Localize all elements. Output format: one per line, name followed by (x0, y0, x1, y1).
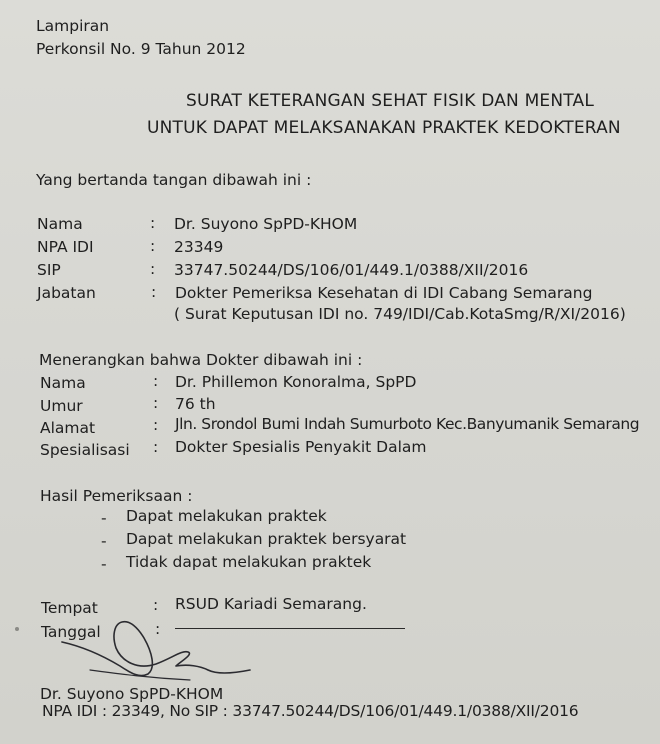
signer-npa-colon: : (150, 237, 156, 255)
hasil-bullet-2: - (101, 532, 107, 550)
doctor-umur-value: 76 th (175, 395, 216, 413)
tempat-label: Tempat (41, 599, 98, 617)
title-line-1: SURAT KETERANGAN SEHAT FISIK DAN MENTAL (186, 91, 595, 111)
lampiran-text: Lampiran (36, 17, 110, 35)
tempat-value: RSUD Kariadi Semarang. (175, 595, 367, 613)
paper-mark (15, 627, 19, 631)
tempat-colon: : (153, 596, 159, 614)
doctor-spesialisasi-colon: : (153, 438, 159, 456)
signature-name: Dr. Suyono SpPD-KHOM (40, 685, 224, 703)
doctor-alamat-label: Alamat (40, 419, 96, 437)
hasil-option-3: Tidak dapat melakukan praktek (126, 553, 372, 571)
hasil-option-2: Dapat melakukan praktek bersyarat (126, 530, 407, 548)
tanggal-label: Tanggal (41, 623, 101, 641)
doctor-nama-value: Dr. Phillemon Konoralma, SpPD (175, 373, 417, 391)
signature-ids: NPA IDI : 23349, No SIP : 33747.50244/DS/106/01/449.1/0388/XII/2016 (42, 702, 579, 720)
perkonsil-text: Perkonsil No. 9 Tahun 2012 (36, 40, 246, 58)
handwritten-signature (60, 612, 260, 692)
doctor-umur-colon: : (153, 394, 159, 412)
signer-sip-colon: : (150, 260, 156, 278)
hasil-option-1: Dapat melakukan praktek (126, 507, 327, 525)
signer-nama-colon: : (150, 214, 156, 232)
doctor-spesialisasi-value: Dokter Spesialis Penyakit Dalam (175, 438, 427, 456)
doctor-umur-label: Umur (40, 397, 83, 415)
signer-jabatan-value-2: ( Surat Keputusan IDI no. 749/IDI/Cab.KotaSmg/R/XI/2016) (174, 305, 626, 323)
signer-jabatan-label: Jabatan (37, 284, 96, 302)
doctor-spesialisasi-label: Spesialisasi (40, 441, 130, 459)
intro-text: Yang bertanda tangan dibawah ini : (36, 171, 312, 189)
signer-nama-value: Dr. Suyono SpPD-KHOM (174, 215, 358, 233)
hasil-label: Hasil Pemeriksaan : (40, 487, 193, 505)
doctor-nama-colon: : (153, 372, 159, 390)
title-line-2: UNTUK DAPAT MELAKSANAKAN PRAKTEK KEDOKTERAN (147, 118, 621, 138)
doctor-alamat-value: Jln. Srondol Bumi Indah Sumurboto Kec.Banyumanik Semarang (175, 415, 640, 433)
menerangkan-text: Menerangkan bahwa Dokter dibawah ini : (39, 351, 363, 369)
hasil-bullet-3: - (101, 555, 107, 573)
tanggal-colon: : (155, 620, 161, 638)
doctor-nama-label: Nama (40, 374, 86, 392)
hasil-bullet-1: - (101, 509, 107, 527)
signer-npa-label: NPA IDI (37, 238, 94, 256)
signer-npa-value: 23349 (174, 238, 224, 256)
signer-sip-value: 33747.50244/DS/106/01/449.1/0388/XII/2016 (174, 261, 529, 279)
signer-sip-label: SIP (37, 261, 61, 279)
signer-jabatan-colon: : (151, 283, 157, 301)
signer-jabatan-value: Dokter Pemeriksa Kesehatan di IDI Cabang Semarang (175, 284, 593, 302)
signer-nama-label: Nama (37, 215, 83, 233)
doctor-alamat-colon: : (153, 416, 159, 434)
